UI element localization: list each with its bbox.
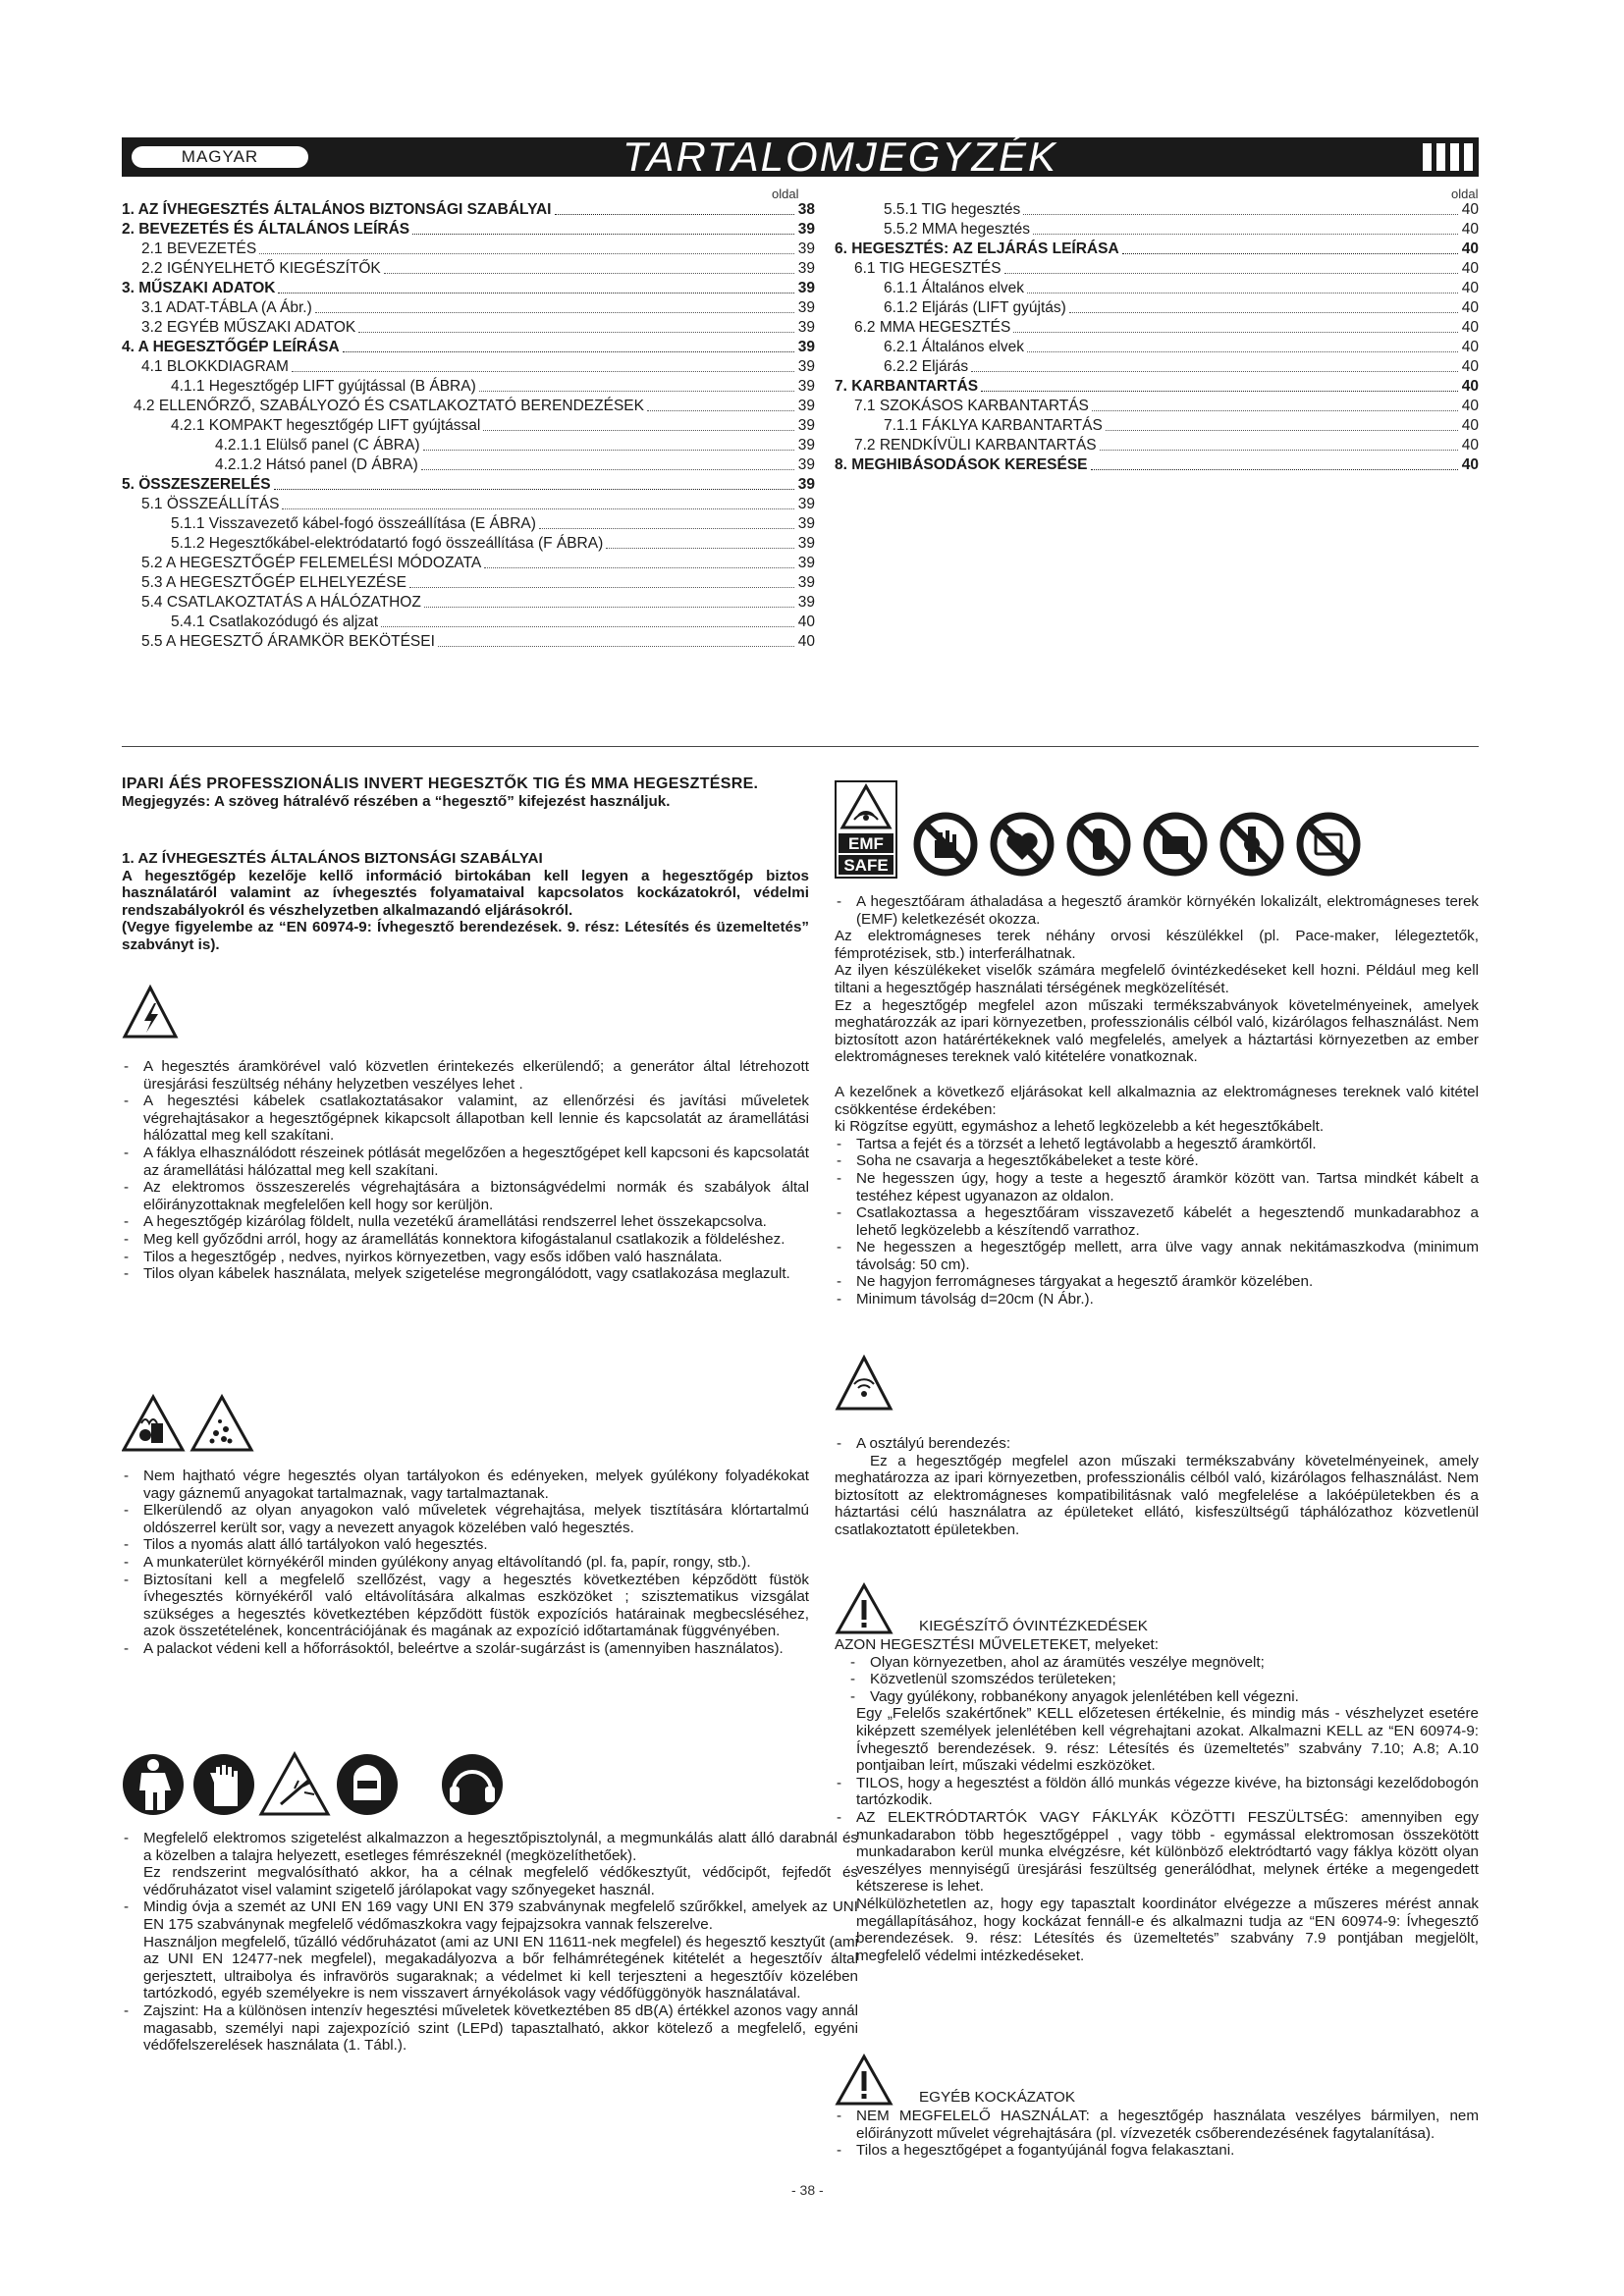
intro-title: IPARI ÁÉS PROFESSZIONÁLIS INVERT HEGESZTŐK TIG ÉS MMA HEGESZTÉSRE.: [122, 775, 759, 792]
toc-entry: [122, 377, 815, 397]
toc-entry-label: 4.1 BLOKKDIAGRAM: [141, 358, 289, 375]
toc-entry: [122, 495, 815, 514]
toc-leader-dots: [278, 279, 794, 294]
toc-entry-page: 39: [797, 437, 815, 454]
electric-safety-list: [122, 1058, 809, 1283]
no-metal-implant-icon: [1070, 816, 1127, 873]
toc-entry-label: 4.2.1 KOMPAKT hegesztőgép LIFT gyújtással: [171, 417, 481, 434]
toc-entry: [122, 554, 815, 573]
toc-entry: [835, 318, 1479, 338]
extra-precautions-title: KIEGÉSZÍTŐ ÓVINTÉZKEDÉSEK: [919, 1618, 1148, 1634]
no-watch-icon: [1223, 816, 1280, 873]
toc-entry-label: 7.2 RENDKÍVÜLI KARBANTARTÁS: [854, 437, 1097, 454]
toc-entry-page: 40: [1461, 319, 1479, 336]
toc-entry-page: 40: [1461, 221, 1479, 238]
toc-leader-dots: [479, 377, 794, 392]
toc-entry-label: 5. ÖSSZESZERELÉS: [122, 476, 271, 493]
toc-leader-dots: [484, 554, 794, 568]
protective-equipment-icons: [122, 1751, 432, 1818]
section-1-title: 1. AZ ÍVHEGESZTÉS ÁLTALÁNOS BIZTONSÁGI SZABÁLYAI: [122, 850, 543, 867]
toc-leader-dots: [358, 318, 794, 333]
list-item-continuation: Használjon megfelelő, tűzálló védőruházatot (ami az UNI EN 11611-nek megfelel) és hegesztő kesztyűt (ami az UNI EN 12477-nek megfelel), megakadályozva a bőr felhámrétegének kitételét a hegesztőív által gerjesztett, ultraibolya és infravörös sugaraknak; a védelmet ki kell terjeszteni a hegesztőív közelében tartózkodó, egyéb személyekre is nem visszavert árnyékolások vagy védőfüggönyök használatával.: [143, 1933, 858, 2002]
toc-entry-label: 6.1.1 Általános elvek: [884, 280, 1025, 296]
caution-icon: [835, 1582, 893, 1635]
toc-entry-page: 40: [1461, 280, 1479, 296]
toc-entry-page: 40: [1461, 299, 1479, 316]
language-label: MAGYAR: [132, 146, 308, 168]
toc-leader-dots: [1091, 455, 1458, 470]
list-item: - Tilos a nyomás alatt álló tartályokon való hegesztés.: [122, 1536, 809, 1554]
toc-entry-label: 5.4.1 Csatlakozódugó és aljzat: [171, 614, 379, 630]
toc-entry: [122, 455, 815, 475]
toc-entry-page: 40: [1461, 201, 1479, 218]
emf-paragraph: Ez a hegesztőgép megfelel azon műszaki termékszabványok követelményeinek, amelyek meghatározzák az ipari környezetben, professzionális célból való, kizárólagos felhasználást. Nem biztosított azon határértékeknek való megfelelés, amelyek a háztartási környezetben az ember elektromágneses tereknek való kitételére vonatkoznak.: [835, 996, 1479, 1066]
toc-entry: [122, 397, 815, 416]
list-item: - Tilos a hegesztőgépet a fogantyújánál fogva felakasztani.: [835, 2142, 1479, 2160]
toc-leader-dots: [606, 534, 794, 549]
toc-entry: [122, 357, 815, 377]
class-a-paragraph: Ez a hegesztőgép megfelel azon műszaki termékszabvány követelményeinek, amely meghatározza az ipari környezetben, professzionális célból való, kizárólagos felhasználást. Nem biztosított az elektromágneses kompatibilitásnak való megfelelése a lakóépületekben és a háztartási célú használatra az épületeket ellátó, kisfeszültségű táphálózathoz közvetlenül csatlakoztatott épületekben.: [835, 1452, 1479, 1538]
toc-entry-label: 4.2 ELLENŐRZŐ, SZABÁLYOZÓ ÉS CSATLAKOZTATÓ BERENDEZÉSEK: [134, 398, 644, 414]
ear-protection-icon: [440, 1751, 505, 1818]
list-item: - A osztályú berendezés:: [835, 1435, 1479, 1453]
toc-entry-label: 6.2 MMA HEGESZTÉS: [854, 319, 1011, 336]
toc-leader-dots: [384, 259, 794, 274]
toc-entry-label: 3.2 EGYÉB MŰSZAKI ADATOK: [141, 319, 356, 336]
toc-left-column: [122, 200, 815, 652]
toc-entry-label: 5.1 ÖSSZEÁLLÍTÁS: [141, 496, 280, 512]
toc-entry: [122, 475, 815, 495]
emf-paragraph: Az ilyen készülékeket viselők számára megfelelő óvintézkedéseket kell hozni. Például meg kell tiltani a hegesztőgép használati térségének megközelítését.: [835, 962, 1479, 996]
toc-entry-page: 40: [1461, 456, 1479, 473]
toc-entry-label: 7. KARBANTARTÁS: [835, 378, 979, 395]
toc-entry: [835, 259, 1479, 279]
list-item: - A palackot védeni kell a hőforrásoktól, beleértve a szolár-sugárzást is (amennyiben használatos).: [122, 1640, 809, 1658]
emf-block: [835, 893, 1479, 1308]
toc-entry-page: 39: [797, 299, 815, 316]
toc-entry-page: 39: [797, 496, 815, 512]
toc-entry-label: 1. AZ ÍVHEGESZTÉS ÁLTALÁNOS BIZTONSÁGI SZABÁLYAI: [122, 201, 552, 218]
toc-entry: [835, 377, 1479, 397]
section-1-paragraph: A hegesztőgép kezelője kellő információ birtokában kell legyen a hegesztőgép biztos használatáról valamint az ívhegesztés folyamataival kapcsolatos kockázatokról, védelmi rendszabályokról és vészhelyzetben alkalmazandó eljárásokról.: [122, 867, 809, 919]
toc-entry-label: 5.2 A HEGESZTŐGÉP FELEMELÉSI MÓDOZATA: [141, 555, 482, 571]
toc-entry-label: 5.3 A HEGESZTŐGÉP ELHELYEZÉSE: [141, 574, 406, 591]
toc-entry-page: 39: [797, 319, 815, 336]
toc-entry-page: 39: [797, 555, 815, 571]
list-item: - A hegesztőáram áthaladása a hegesztő áramkör környékén lokalizált, elektromágneses terek (EMF) keletkezését okozza.: [835, 893, 1479, 928]
toc-entry-page: 39: [797, 417, 815, 434]
toc-entry: [122, 416, 815, 436]
toc-leader-dots: [981, 377, 1458, 392]
toc-entry: [835, 279, 1479, 298]
toc-leader-dots: [424, 593, 794, 608]
toc-entry-page: 40: [1461, 260, 1479, 277]
toc-leader-dots: [1069, 298, 1458, 313]
prohibition-signs-row: [913, 811, 1373, 878]
toc-entry-page: 39: [797, 456, 815, 473]
toc-entry: [122, 240, 815, 259]
toc-leader-dots: [539, 514, 794, 529]
toc-entry-label: 4.2.1.1 Elülső panel (C ÁBRA): [215, 437, 420, 454]
toc-entry-page: 39: [797, 535, 815, 552]
toc-entry: [122, 279, 815, 298]
toc-leader-dots: [1023, 200, 1458, 215]
toc-entry-page: 39: [797, 594, 815, 611]
toc-entry: [122, 593, 815, 613]
list-item: - Közvetlenül szomszédos területeken;: [848, 1671, 1479, 1688]
emf-warning-icon: [835, 1355, 893, 1412]
toc-entry-label: 5.5.1 TIG hegesztés: [884, 201, 1021, 218]
list-item: - Tartsa a fejét és a törzsét a lehető legtávolabb a hegesztő áramkörtől.: [835, 1136, 1479, 1153]
toc-entry-label: 3.1 ADAT-TÁBLA (A Ábr.): [141, 299, 312, 316]
toc-leader-dots: [1092, 397, 1458, 411]
toc-entry-label: 7.1.1 FÁKLYA KARBANTARTÁS: [884, 417, 1103, 434]
list-item: - Elkerülendő az olyan anyagokon való műveletek végrehajtása, melyek tisztítására klórtartalmú oldószerrel került sor, vagy a nevezett anyagok közelében való hegesztés.: [122, 1502, 809, 1536]
toc-leader-dots: [1013, 318, 1458, 333]
gloves-icon: [193, 1754, 254, 1815]
toc-leader-dots: [1033, 220, 1458, 235]
toc-entry-label: 2. BEVEZETÉS ÉS ÁLTALÁNOS LEÍRÁS: [122, 221, 410, 238]
toc-page-label-left: oldal: [772, 187, 799, 201]
toc-entry-page: 40: [1461, 358, 1479, 375]
toc-entry: [122, 436, 815, 455]
emf-safe-icon: [835, 780, 897, 879]
toc-entry-label: 8. MEGHIBÁSODÁSOK KERESÉSE: [835, 456, 1088, 473]
toc-leader-dots: [971, 357, 1458, 372]
list-item: - Ne hegesszen a hegesztőgép mellett, arra ülve vagy annak nekitámaszkodva (minimum távolság: 50 cm).: [835, 1239, 1479, 1273]
eye-face-hazard-icon: [261, 1754, 328, 1814]
list-item: - A hegesztőgép kizárólag földelt, nulla vezetékű áramellátási rendszerrel lehet összekapcsolva.: [122, 1213, 809, 1231]
toc-entry-page: 39: [797, 221, 815, 238]
toc-entry-label: 5.1.2 Hegesztőkábel-elektródatartó fogó összeállítása (F ÁBRA): [171, 535, 604, 552]
toc-entry-page: 39: [797, 476, 815, 493]
list-item: - A fáklya elhasználódott részeinek pótlását megelőzően a hegesztőgépet kell kapcsoni és kapcsolatát az áramellátási hálózattal meg kell szakítani.: [122, 1145, 809, 1179]
toc-entry-page: 40: [797, 614, 815, 630]
list-item: - Meg kell győződni arról, hogy az áramellátás konnektora kifogástalanul csatlakozik a földeléshez.: [122, 1231, 809, 1249]
toc-entry-label: 4. A HEGESZTŐGÉP LEÍRÁSA: [122, 339, 340, 355]
toc-entry: [122, 573, 815, 593]
list-item: - Megfelelő elektromos szigetelést alkalmazzon a hegesztőpisztolynál, a megmunkálás alatt álló darabnál és a közelben a talajra helyezett, esetleges fémrészeknél (megközelíthetőek).: [122, 1830, 858, 1864]
protective-clothing-icon: [123, 1754, 184, 1815]
list-item: - A hegesztési kábelek csatlakoztatásakor valamint, az ellenőrzési és javítási műveletek végrehajtásakor a hegesztőgépnek kikapcsolt állapotban kell lennie és kapcsolatát az áramellátási hálózattal meg kell szakítani.: [122, 1093, 809, 1145]
list-item: - Vagy gyúlékony, robbanékony anyagok jelenlétében kell végezni.: [848, 1688, 1479, 1706]
toc-entry-page: 39: [797, 574, 815, 591]
emf-paragraph: ki Rögzítse együtt, egymáshoz a lehető legközelebb a két hegesztőkábelt.: [835, 1118, 1325, 1136]
toc-leader-dots: [274, 475, 794, 490]
list-item: - Nem hajtható végre hegesztés olyan tartályokon és edényeken, melyek gyúlékony folyadékokat vagy gáznemű anyagokat tartalmaznak, vagy tartalmaztanak.: [122, 1468, 809, 1502]
class-a-block: [835, 1435, 1479, 1539]
toc-entry-page: 40: [797, 633, 815, 650]
extra-intro: AZON HEGESZTÉSI MŰVELETEKET, melyeket:: [835, 1636, 1159, 1653]
emf-label: EMF: [848, 834, 884, 853]
header-bars-decoration: [1423, 143, 1473, 171]
toc-entry-label: 6.2.1 Általános elvek: [884, 339, 1025, 355]
no-touch-icon: [917, 816, 974, 873]
toc-leader-dots: [423, 436, 795, 451]
toc-leader-dots: [555, 200, 795, 215]
toc-entry-page: 40: [1461, 378, 1479, 395]
toc-leader-dots: [343, 338, 794, 352]
section-1-standard-note: (Vegye figyelembe az “EN 60974-9: Ívhegesztő berendezések. 9. rész: Létesítés és üzemeltetés” szabványt is).: [122, 919, 809, 953]
toc-leader-dots: [421, 455, 794, 470]
toc-entry-page: 39: [797, 398, 815, 414]
list-item: - NEM MEGFELELŐ HASZNÁLAT: a hegesztőgép használata veszélyes bármilyen, nem előirányzott művelet végrehajtására (pl. vízvezeték csőberendezésének fagytalanítása).: [835, 2108, 1479, 2142]
list-item: - Soha ne csavarja a hegesztőkábeleket a teste köré.: [835, 1152, 1479, 1170]
toc-entry: [122, 338, 815, 357]
toc-entry-label: 5.4 CSATLAKOZTATÁS A HÁLÓZATHOZ: [141, 594, 421, 611]
toc-entry: [835, 397, 1479, 416]
extra-paragraph: Nélkülözhetetlen az, hogy egy tapasztalt koordinátor elvégezze a műszeres mérést annak megállapításához, hogy kockázat fennáll-e és alkalmazni tudja az “EN 60974-9: Ívhegesztő berendezések. 9. rész: Létesítés és üzemeltetés” szabvány 7.9 pontjában megjelölt, megfelelő védelmi intézkedéseket.: [856, 1895, 1479, 1964]
intro-block: [122, 775, 809, 811]
toc-entry: [122, 200, 815, 220]
toc-entry: [122, 534, 815, 554]
list-item: - Minimum távolság d=20cm (N Ábr.).: [835, 1291, 1479, 1308]
list-item: - Biztosítani kell a megfelelő szellőzést, vagy a hegesztés következtében képződött füstök ívhegesztés környékéről való eltávolítására alkalmas eszközöket ; szisztematikus vizsgálat szükséges a hegesztés következtében képződött füstök expozíciós határainak megbecsléséhez, azok összetételének, koncentrációjának és magának az expozíció időtartamának függvényében.: [122, 1572, 809, 1640]
toc-entry-label: 6.2.2 Eljárás: [884, 358, 969, 375]
toc-entry-page: 40: [1461, 240, 1479, 257]
face-shield-icon: [337, 1754, 398, 1815]
toc-entry: [835, 436, 1479, 455]
list-item: - Tilos olyan kábelek használata, melyek szigetelése megrongálódott, vagy csatlakozása meglazult.: [122, 1265, 809, 1283]
toc-entry: [835, 220, 1479, 240]
emf-paragraph: Az elektromágneses terek néhány orvosi készülékkel (pl. Pace-maker, lélegeztetők, fémprotézisek, stb.) interferálhatnak.: [835, 928, 1479, 962]
safe-label: SAFE: [843, 856, 889, 875]
list-item: - A munkaterület környékéről minden gyúlékony anyag eltávolítandó (pl. fa, papír, rongy, stb.).: [122, 1554, 809, 1572]
toc-page-label-right: oldal: [1451, 187, 1479, 201]
extra-paragraph: Egy „Felelős szakértőnek” KELL előzetesen értékelnie, és mindig más - vészhelyzet esetére kiképzett személyek jelenlétében kell végrehajtani azokat. Alkalmazni KELL az “EN 60974-9: Ívhegesztő berendezések. 9. rész: Létesítés és üzemeltetés” szabvány 7.10; A.8; A.10 pontjaiban leírt, műszaki védelmi eszközöket.: [856, 1705, 1479, 1775]
toc-entry-label: 5.5 A HEGESZTŐ ÁRAMKÖR BEKÖTÉSEI: [141, 633, 435, 650]
toc-entry-page: 39: [797, 378, 815, 395]
no-electronic-device-icon: [1147, 816, 1204, 873]
page-number: - 38 -: [791, 2182, 824, 2198]
toc-entry: [122, 298, 815, 318]
toc-entry: [122, 318, 815, 338]
list-item: - Zajszint: Ha a különösen intenzív hegesztési műveletek következtében 85 dB(A) értékkel azonos vagy annál magasabb, személyi napi zajexpozíció szint (LEPd) tapasztalható, akkor kötelező a megfelelő, egyéni védőfelszerelések használata (1. Tábl.).: [122, 2002, 858, 2055]
toc-entry-label: 6.1.2 Eljárás (LIFT gyújtás): [884, 299, 1066, 316]
toc-leader-dots: [1100, 436, 1458, 451]
list-item: - Mindig óvja a szemét az UNI EN 169 vagy UNI EN 379 szabványnak megfelelő szűrőkkel, amelyek az UNI EN 175 szabványnak megfelelő védőmaszkokra vagy fejpajzsokra vannak felszerelve.: [122, 1898, 858, 1933]
toc-entry: [835, 200, 1479, 220]
toc-right-column: [835, 200, 1479, 475]
toc-entry-label: 4.2.1.2 Hátsó panel (D ÁBRA): [215, 456, 418, 473]
toc-entry: [122, 632, 815, 652]
section-divider: [122, 746, 1479, 747]
toc-entry-label: 3. MŰSZAKI ADATOK: [122, 280, 276, 296]
list-item: - Csatlakoztassa a hegesztőáram visszavezető kábelét a hegesztendő munkadarabhoz a lehető legközelebb a készítendő varrathoz.: [835, 1204, 1479, 1239]
toc-leader-dots: [1122, 240, 1458, 254]
toc-leader-dots: [1027, 279, 1458, 294]
list-item-continuation: Ez rendszerint megvalósítható akkor, ha a célnak megfelelő védőkesztyűt, védőcipőt, fejfedőt és védőruházatot visel valamint szigetelő járólapokat vagy szőnyegeket használ.: [143, 1864, 858, 1898]
toc-entry: [122, 514, 815, 534]
toc-entry-label: 6.1 TIG HEGESZTÉS: [854, 260, 1001, 277]
toc-entry: [122, 220, 815, 240]
header-bar: [122, 133, 1479, 180]
list-item: - Ne hagyjon ferromágneses tárgyakat a hegesztő áramkör közelében.: [835, 1273, 1479, 1291]
intro-note: Megjegyzés: A szöveg hátralévő részében a “hegesztő” kifejezést használjuk.: [122, 793, 671, 810]
toc-entry-page: 40: [1461, 417, 1479, 434]
list-item: - Az elektromos összeszerelés végrehajtására a biztonságvédelmi normák és szabályok által előirányzottaknak megfelelően kell hogy sor kerüljön.: [122, 1179, 809, 1213]
fire-safety-list: [122, 1468, 809, 1658]
toc-entry-page: 40: [1461, 339, 1479, 355]
no-magnetic-card-icon: [1300, 816, 1357, 873]
toc-entry-label: 7.1 SZOKÁSOS KARBANTARTÁS: [854, 398, 1089, 414]
toc-leader-dots: [412, 220, 794, 235]
toc-entry-page: 39: [797, 515, 815, 532]
toc-entry-page: 39: [797, 358, 815, 375]
list-item: - TILOS, hogy a hegesztést a földön álló munkás végezze kivéve, ha biztonsági kezelődobogón tartózkodik.: [835, 1775, 1479, 1809]
toc-entry-label: 5.1.1 Visszavezető kábel-fogó összeállítása (E ÁBRA): [171, 515, 536, 532]
toc-leader-dots: [259, 240, 794, 254]
toc-entry: [835, 240, 1479, 259]
toc-entry: [122, 613, 815, 632]
toc-leader-dots: [282, 495, 794, 509]
toc-entry-page: 40: [1461, 437, 1479, 454]
toc-leader-dots: [438, 632, 794, 647]
caution-icon: [835, 2054, 893, 2107]
toc-leader-dots: [292, 357, 794, 372]
toc-entry: [835, 416, 1479, 436]
toc-entry: [835, 338, 1479, 357]
toc-entry-page: 40: [1461, 398, 1479, 414]
section-1-block: [122, 850, 809, 954]
toc-entry: [835, 298, 1479, 318]
toc-leader-dots: [647, 397, 794, 411]
electric-shock-warning-icon: [122, 984, 179, 1041]
toc-entry-page: 38: [797, 201, 815, 218]
page-title: TARTALOMJEGYZÉK: [623, 133, 1058, 180]
other-risks-title: EGYÉB KOCKÁZATOK: [919, 2089, 1075, 2106]
toc-entry-page: 39: [797, 280, 815, 296]
extra-precautions-block: [835, 1636, 1479, 1964]
toc-entry-label: 6. HEGESZTÉS: AZ ELJÁRÁS LEÍRÁSA: [835, 240, 1119, 257]
list-item: - Olyan környezetben, ahol az áramütés veszélye megnövelt;: [848, 1654, 1479, 1672]
list-item: - Tilos a hegesztőgép , nedves, nyirkos környezetben, vagy esős időben való használata.: [122, 1249, 809, 1266]
list-item: - Ne hegesszen úgy, hogy a teste a hegesztő áramkör között van. Tartsa mindkét kábelt a testéhez képest ugyanazon az oldalon.: [835, 1170, 1479, 1204]
toc-entry-label: 2.1 BEVEZETÉS: [141, 240, 257, 257]
toc-leader-dots: [1004, 259, 1458, 274]
no-pacemaker-icon: [994, 816, 1051, 873]
toc-entry-page: 39: [797, 240, 815, 257]
list-item: - A hegesztés áramkörével való közvetlen érintekezés elkerülendő; a generátor által létrehozott üresjárási feszültség néhány helyzetben veszélyes lehet .: [122, 1058, 809, 1093]
toc-entry: [835, 455, 1479, 475]
toc-entry-page: 39: [797, 260, 815, 277]
toc-leader-dots: [409, 573, 794, 588]
toc-entry-page: 39: [797, 339, 815, 355]
toc-leader-dots: [315, 298, 794, 313]
toc-leader-dots: [381, 613, 794, 627]
toc-leader-dots: [1106, 416, 1458, 431]
toc-leader-dots: [1027, 338, 1458, 352]
protective-equipment-list: [122, 1830, 858, 2055]
emf-paragraph: A kezelőnek a következő eljárásokat kell alkalmaznia az elektromágneses tereknek való kitétel csökkentése érdekében:: [835, 1083, 1479, 1118]
toc-entry: [835, 357, 1479, 377]
toc-entry-label: 2.2 IGÉNYELHETŐ KIEGÉSZÍTŐK: [141, 260, 381, 277]
toc-leader-dots: [483, 416, 794, 431]
fire-explosion-warning-icons: [122, 1394, 255, 1453]
toc-entry-label: 5.5.2 MMA hegesztés: [884, 221, 1031, 238]
list-item: - AZ ELEKTRÓDTARTÓK VAGY FÁKLYÁK KÖZÖTTI FESZÜLTSÉG: amennyiben egy munkadarabon több hegesztőgéppel , vagy több - egymással elektromosan összekötött munkadarabon kerül munka elvégzésre, két különböző elektródtartó vagy fáklya között olyan veszélyes mennyiségű üresjárási feszültség generálódhat, melynek értéke a megengedett kétszerese is lehet.: [835, 1809, 1479, 1896]
other-risks-block: [835, 2108, 1479, 2160]
toc-entry-label: 4.1.1 Hegesztőgép LIFT gyújtással (B ÁBRA): [171, 378, 476, 395]
toc-entry: [122, 259, 815, 279]
